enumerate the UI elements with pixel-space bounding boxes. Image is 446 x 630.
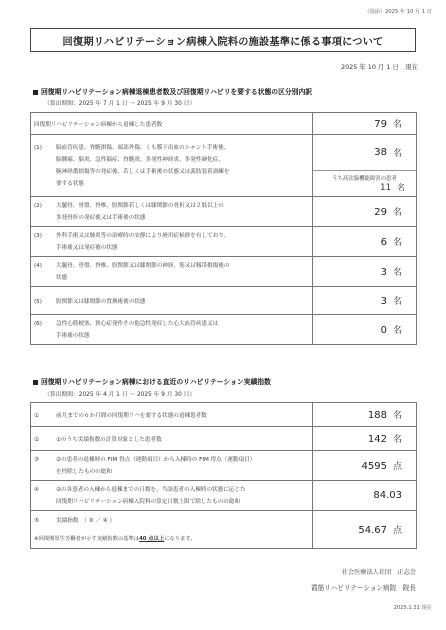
row5-value-cell bbox=[313, 287, 417, 315]
sub-value: 11 bbox=[380, 183, 391, 193]
row-value: 6 bbox=[380, 237, 387, 248]
row-line: 大腿骨、骨盤、脊椎、股関節若しくは膝関節の骨折又は２肢以上の bbox=[56, 202, 224, 209]
row-line: 回復期リハビリテーション病棟入院料の算定日数上限で除したものの総和 bbox=[56, 498, 241, 505]
total-unit: 名 bbox=[392, 120, 402, 130]
row6-desc bbox=[31, 315, 313, 345]
row-line: 急性心筋梗塞、狭心症発作その他急性発症した心大血管疾患又は bbox=[56, 320, 219, 327]
section1-period: （算出期間：2025 年 7 月 1 日 ～ 2025 年 9 月 30 日） bbox=[44, 101, 196, 107]
row-unit: 点 bbox=[392, 462, 402, 472]
sub-unit: 名 bbox=[397, 183, 405, 192]
row-unit: 名 bbox=[392, 208, 402, 218]
s2-row1-desc bbox=[31, 403, 313, 427]
row-line: 前月までの６か月間の回復期リハを要する状態の退棟患者数 bbox=[56, 412, 207, 419]
table-row bbox=[31, 511, 417, 549]
row2-desc bbox=[31, 197, 313, 227]
total-value-cell bbox=[313, 113, 417, 135]
note-suffix: になります。 bbox=[164, 536, 196, 542]
row-unit: 名 bbox=[392, 435, 402, 445]
s2-row5-value-cell bbox=[313, 511, 417, 549]
square-bullet-icon bbox=[33, 90, 38, 95]
row-line: 股関節又は膝関節の置換術後の状態 bbox=[56, 298, 146, 305]
row3-value-cell bbox=[313, 227, 417, 257]
table-row bbox=[31, 287, 417, 315]
row-unit: 名 bbox=[392, 238, 402, 248]
row-value: 3 bbox=[380, 296, 387, 307]
row-index: (1) bbox=[34, 144, 42, 151]
table-row bbox=[31, 451, 417, 481]
s2-row2-value-cell bbox=[313, 427, 417, 451]
section2-table bbox=[30, 402, 417, 549]
total-value: 79 bbox=[374, 119, 387, 130]
row-line: 外科手術又は肺炎等の治療時の安静により廃用症候群を有しており、 bbox=[56, 232, 230, 239]
row-line: 状態 bbox=[56, 274, 68, 281]
row-line: ②の患者の退棟時の FIM 得点（運動項目）から入棟時の FIM 得点（運動項目） bbox=[56, 456, 256, 463]
table-row bbox=[31, 481, 417, 511]
row-unit: 名 bbox=[392, 326, 402, 336]
row-unit: 名 bbox=[392, 149, 402, 159]
table-row bbox=[31, 197, 417, 227]
row-index: (3) bbox=[34, 232, 42, 239]
row-unit: 名 bbox=[392, 268, 402, 278]
section1-heading bbox=[33, 86, 312, 96]
footer-org: 社会医療法人社団 正志会 bbox=[341, 569, 416, 576]
row3-desc bbox=[31, 227, 313, 257]
row-value: 188 bbox=[367, 410, 387, 421]
row-line: ①のうち実績指数の計算対象とした患者数 bbox=[56, 436, 162, 443]
row-line: 多発骨折の発症後又は手術後の状態 bbox=[56, 214, 146, 221]
row-index: (5) bbox=[34, 298, 42, 305]
row-value: 142 bbox=[367, 434, 387, 445]
footer-hospital: 霞筋リハビリテーション病院 院長 bbox=[311, 584, 416, 592]
sub-label: うち高次脳機能障害の患者 bbox=[332, 176, 397, 182]
row-line: 手術後の状態 bbox=[56, 332, 90, 339]
section2-heading-text: 回復期リハビリテーション病棟における直近のリハビリテーション実績指数 bbox=[41, 378, 271, 386]
row-index: ⑤ bbox=[34, 518, 40, 524]
row-value: 0 bbox=[380, 325, 387, 336]
row1-sub-box bbox=[313, 171, 416, 196]
row-index: (6) bbox=[34, 320, 42, 327]
s2-row4-value-cell bbox=[313, 481, 417, 511]
s2-row3-value-cell bbox=[313, 451, 417, 481]
page-title: 回復期リハビリテーション病棟入院料の施設基準に係る事項について bbox=[30, 28, 416, 52]
row-unit: 点 bbox=[392, 526, 402, 536]
row-line: を控除したものの総和 bbox=[56, 468, 112, 475]
table-row bbox=[31, 315, 417, 345]
row4-desc bbox=[31, 257, 313, 287]
section1-table bbox=[30, 112, 417, 345]
row-line: 実績指数 （ ③ ／ ④ ） bbox=[56, 518, 116, 524]
s2-row3-desc bbox=[31, 451, 313, 481]
row-line: 脳血管疾患、脊髄損傷、頭部外傷、くも膜下出血のシャント手術後、 bbox=[56, 144, 230, 151]
row-line: 大腿骨、骨盤、脊椎、股関節又は膝関節の神経、筋又は靱帯損傷後の bbox=[56, 262, 230, 269]
footer-date: 2025.1.31 現在 bbox=[393, 605, 432, 611]
row-value: 38 bbox=[374, 147, 387, 158]
row1-value-cell bbox=[313, 135, 417, 197]
row-line: 脳腫瘍、脳炎、急性脳症、脊髄炎、多発性神経炎、多発性硬化症、 bbox=[56, 156, 224, 163]
s2-row2-desc bbox=[31, 427, 313, 451]
row-index: (4) bbox=[34, 262, 42, 269]
table-row bbox=[31, 257, 417, 287]
row-index: ④ bbox=[34, 486, 40, 493]
row-unit: 名 bbox=[392, 411, 402, 421]
row-value: 4595 bbox=[361, 461, 387, 472]
row-value: 84.03 bbox=[373, 490, 402, 501]
row-value: 3 bbox=[380, 267, 387, 278]
note-emphasis: 40 点以上 bbox=[139, 536, 165, 542]
row-line: 手術後又は発症後の状態 bbox=[56, 244, 118, 251]
row1-desc bbox=[31, 135, 313, 197]
top-note: （別添）2025 年 10 月 1 日 bbox=[364, 9, 432, 15]
row-unit: 名 bbox=[392, 297, 402, 307]
total-label: 回復期リハビリテーション病棟から退棟した患者数 bbox=[31, 113, 313, 135]
note-prefix: ※回復期厚生労働者が示す実績指数の基準は bbox=[34, 536, 140, 542]
row1-value-box bbox=[313, 135, 416, 171]
table-row bbox=[31, 135, 417, 197]
row6-value-cell bbox=[313, 315, 417, 345]
row-index: ① bbox=[34, 412, 40, 419]
sub-value-wrap bbox=[313, 182, 416, 193]
row-index: ③ bbox=[34, 456, 40, 463]
row-index: ② bbox=[34, 436, 40, 443]
section2-heading bbox=[33, 376, 271, 386]
section2-period: （算出期間：2025 年 4 月 1 日 ～ 2025 年 9 月 30 日） bbox=[44, 392, 196, 398]
row2-value-cell bbox=[313, 197, 417, 227]
row-value: 54.67 bbox=[358, 525, 387, 536]
row-index: (2) bbox=[34, 202, 42, 209]
table-row bbox=[31, 227, 417, 257]
s2-row4-desc bbox=[31, 481, 313, 511]
table-row bbox=[31, 403, 417, 427]
row5-desc bbox=[31, 287, 313, 315]
section1-heading-text: 回復期リハビリテーション病棟退棟患者数及び回復期リハビリを要する状態の区分別内訳 bbox=[41, 88, 313, 96]
row-line: 腕神経叢損傷等の発症後、若しくは手術後の状態又は義肢装着訓練を bbox=[56, 168, 230, 175]
criteria-note bbox=[34, 533, 309, 545]
s2-row5-desc bbox=[31, 511, 313, 549]
as-of-date: 2025 年 10 月 1 日 現在 bbox=[341, 63, 418, 71]
table-row bbox=[31, 427, 417, 451]
row-line: ②の各患者の入棟から退棟までの日数を、当該患者の入棟時の状態に応じた bbox=[56, 486, 246, 493]
square-bullet-icon bbox=[33, 380, 38, 385]
row4-value-cell bbox=[313, 257, 417, 287]
s2-row1-value-cell bbox=[313, 403, 417, 427]
row-line: 要する状態 bbox=[56, 180, 84, 187]
row-value: 29 bbox=[374, 207, 387, 218]
table-row bbox=[31, 113, 417, 135]
